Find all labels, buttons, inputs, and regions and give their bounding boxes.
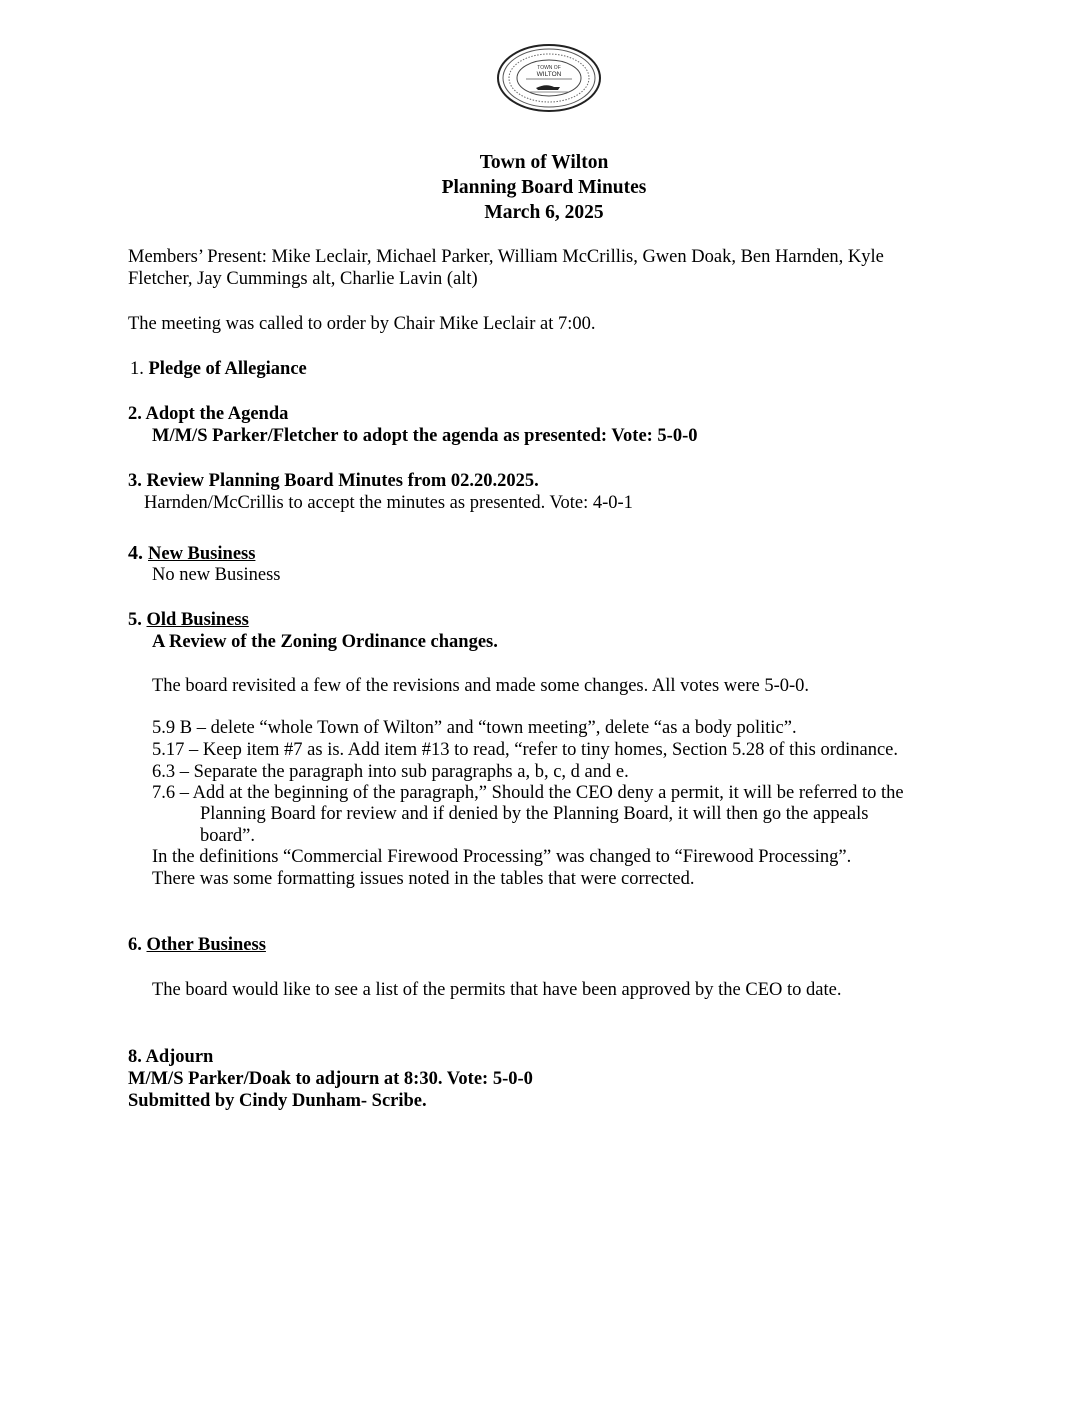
item-2-motion: M/M/S Parker/Fletcher to adopt the agenda as presented: Vote: 5-0-0 <box>152 426 698 446</box>
item-6-body: The board would like to see a list of the permits that have been approved by the CEO to date. <box>152 980 842 1000</box>
change-7-6-line-2: Planning Board for review and if denied by the Planning Board, it will then go the appeals <box>200 804 869 824</box>
change-7-6-line-1: 7.6 – Add at the beginning of the paragraph,” Should the CEO deny a permit, it will be referred to the <box>152 783 904 803</box>
change-7-6-line-3: board”. <box>200 826 255 846</box>
members-line-1: Members’ Present: Mike Leclair, Michael Parker, William McCrillis, Gwen Doak, Ben Harnden, Kyle <box>128 247 884 267</box>
item-5-number: 5. <box>128 610 147 630</box>
call-to-order: The meeting was called to order by Chair Mike Leclair at 7:00. <box>128 314 596 334</box>
change-formatting: There was some formatting issues noted in the tables that were corrected. <box>152 869 695 889</box>
svg-text:WILTON: WILTON <box>536 71 562 78</box>
item-3-motion: Harnden/McCrillis to accept the minutes as presented. Vote: 4-0-1 <box>144 493 633 513</box>
svg-text:TOWN OF: TOWN OF <box>537 65 561 71</box>
item-4-body: No new Business <box>152 565 281 585</box>
change-5-17: 5.17 – Keep item #7 as is. Add item #13 to read, “refer to tiny homes, Section 5.28 of this ordinance. <box>152 740 899 760</box>
item-5-subtitle: A Review of the Zoning Ordinance changes. <box>152 632 498 652</box>
item-3-heading: 3. Review Planning Board Minutes from 02.20.2025. <box>128 471 539 491</box>
item-6-title: Other Business <box>146 935 266 955</box>
item-8-motion: M/M/S Parker/Doak to adjourn at 8:30. Vote: 5-0-0 <box>128 1069 533 1089</box>
item-5-intro: The board revisited a few of the revisions and made some changes. All votes were 5-0-0. <box>152 676 810 696</box>
item-5-old-business <box>128 609 249 631</box>
item-4-title: New Business <box>148 544 256 564</box>
members-line-2: Fletcher, Jay Cummings alt, Charlie Lavin (alt) <box>128 269 478 289</box>
town-seal-logo <box>496 43 602 113</box>
header-town: Town of Wilton <box>479 152 609 173</box>
item-5-title: Old Business <box>146 610 249 630</box>
item-1-title: Pledge of Allegiance <box>148 359 307 379</box>
item-1-pledge <box>130 358 307 380</box>
submitted-by: Submitted by Cindy Dunham- Scribe. <box>128 1091 427 1111</box>
header-board: Planning Board Minutes <box>441 177 647 198</box>
item-6-number: 6. <box>128 935 147 955</box>
change-6-3: 6.3 – Separate the paragraph into sub paragraphs a, b, c, d and e. <box>152 762 629 782</box>
item-6-other-business <box>128 934 266 956</box>
header-date: March 6, 2025 <box>484 202 604 223</box>
item-4-new-business <box>128 542 255 565</box>
change-definitions: In the definitions “Commercial Firewood Processing” was changed to “Firewood Processing”. <box>152 847 852 867</box>
change-5-9b: 5.9 B – delete “whole Town of Wilton” and “town meeting”, delete “as a body politic”. <box>152 718 797 738</box>
item-8-heading: 8. Adjourn <box>128 1047 214 1067</box>
item-4-number: 4. <box>128 542 148 564</box>
item-1-number: 1. <box>130 359 149 379</box>
item-2-heading: 2. Adopt the Agenda <box>128 404 289 424</box>
document-header <box>0 150 1088 225</box>
